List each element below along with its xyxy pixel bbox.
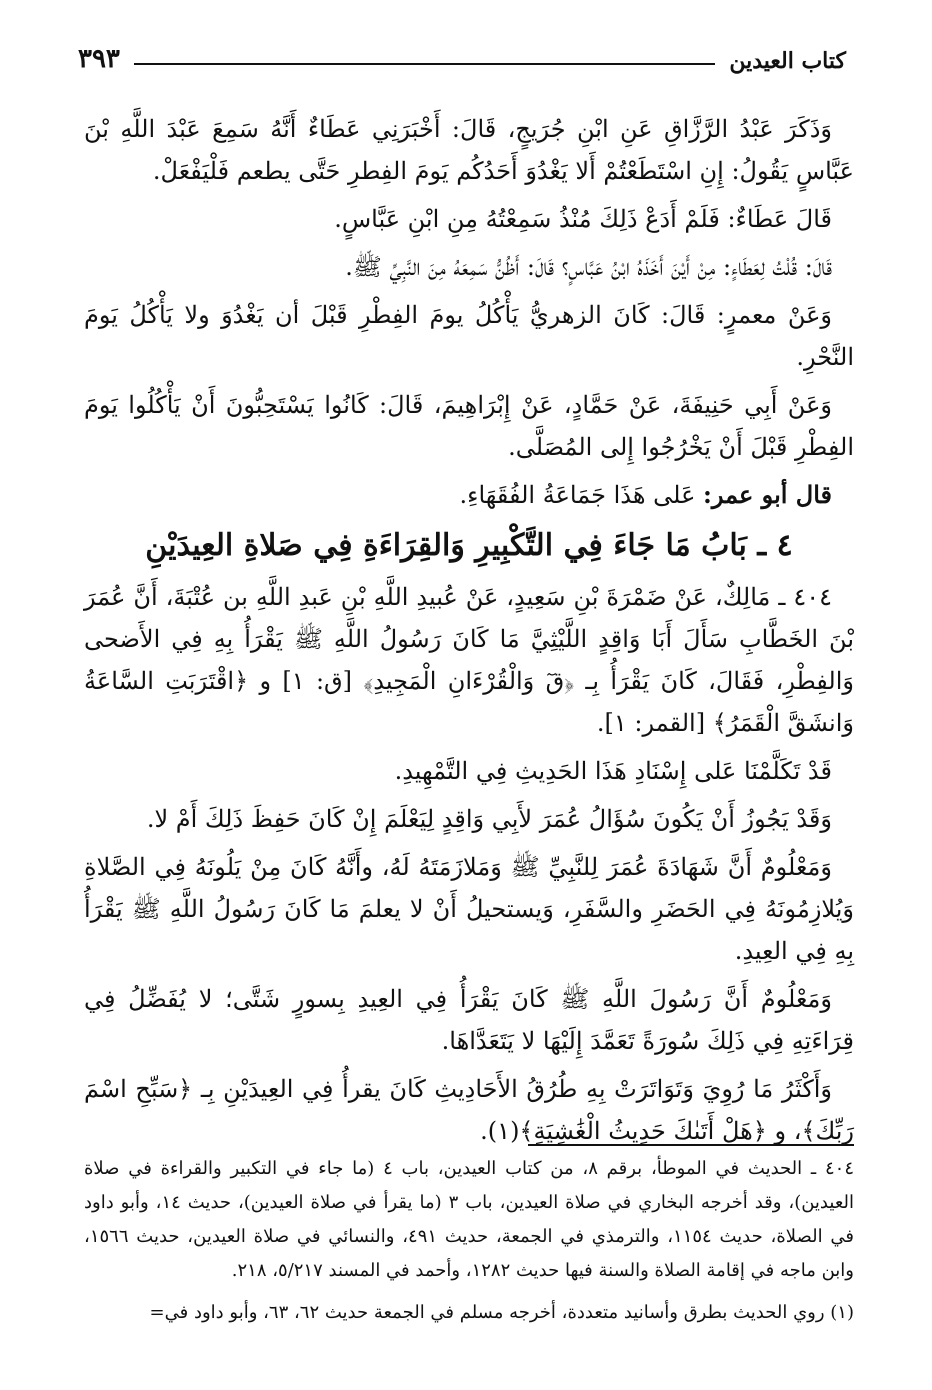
footnote-separator (528, 1144, 854, 1146)
footnote: ٤٠٤ ـ الحديث في الموطأ، برقم ٨، من كتاب العيدين، باب ٤ (ما جاء في التكبير والقراءة في صلاة العيدين)، وقد أخرجه البخاري في صلاة العيدين، باب ٣ (ما يقرأ في صلاة العيدين)، حديث ١٤، وأبو داود في الصلاة، حديث ١١٥٤، والترمذي في الجمعة، حديث ٤٩١، والنسائي في صلاة العيدين، حديث ١٥٦٦، وابن ماجه في إقامة الصلاة والسنة فيها حديث ١٢٨٢، وأحمد في المسند ٥/٢١٧، ٢١٨. (84, 1158, 854, 1281)
paragraph: وَعَنْ أَبِي حَنِيفَةَ، عَنْ حَمَّادٍ، عَنْ إِبْرَاهِيمَ، قَالَ: كَانُوا يَسْتَحِبُّونَ أَنْ يَأْكُلُوا يَومَ الفِطْرِ قَبْلَ أَنْ يَخْرُجُوا إِلى المُصَلَّى. (84, 391, 854, 461)
header-rule (134, 63, 715, 65)
paragraph: وَمَعْلُومٌ أَنَّ رَسُولَ اللَّهِ ﷺ كَانَ يَقْرَأُ فِي العِيدِ بِسورٍ شَتَّى؛ لا يُفَضِّلُ فِي قِرَاءَتِهِ فِي ذَلِكَ سُورَةً تَعَمَّدَ إِلَيْهَا لا يَتَعَدَّاهَا. (84, 985, 854, 1055)
paragraph: وَعَنْ معمرٍ: قَالَ: كَانَ الزهريُّ يَأْكُلُ يومَ الفِطْرِ قَبْلَ أن يَغْدُوَ ولا يَأْكُلُ يَومَ النَّحْرِ. (84, 301, 854, 371)
paragraph-text: عَلى هَذَا جَمَاعَةُ الفُقَهَاءِ. (459, 481, 704, 509)
footnotes (84, 1152, 854, 1330)
paragraph: وَمَعْلُومٌ أَنَّ شَهَادَةَ عُمَرَ لِلنَّبِيِّ ﷺ وَمَلازَمَتَهُ لَهُ، وأَنَّهُ كَانَ مِنْ يَلُونَهُ فِي الصَّلاةِ وَيُلازِمُونَهُ فِي الحَضَرِ والسَّفَرِ، وَيستحيلُ أَنْ لا يعلمَ مَا كَانَ رَسُولُ اللَّهِ ﷺ يَقْرَأُ بِهِ فِي العِيدِ. (84, 853, 854, 965)
running-title: كتاب العيدين (729, 48, 846, 74)
paragraph: وَقَدْ يَجُوزُ أَنْ يَكُونَ سُؤَالُ عُمَرَ لأَبِي وَاقِدٍ لِيَعْلَمَ إِنْ كَانَ حَفِظَ ذَلِكَ أَمْ لا. (146, 805, 832, 833)
paragraph: قَالَ عَطَاءٌ: فَلَمْ أَدَعْ ذَلِكَ مُنْذُ سَمِعْتُهُ مِنِ ابْنِ عَبَّاسٍ. (334, 205, 832, 233)
paragraph: قَالَ: قُلْتُ لِعَطَاءٍ: مِنْ أَيْنَ أَخَذَهُ ابْنُ عَبَّاسٍ؟ قَالَ: أَظُنُّ سَمِعَهُ مِنَ النَّبِيِّ ﷺ. (345, 253, 832, 281)
speaker-label: قال أبو عمر: (703, 480, 832, 509)
chapter-heading: ٤ ـ بَابُ مَا جَاءَ فِي التَّكْبِيرِ وَالقِرَاءَةِ فِي صَلاةِ العِيدَيْنِ (145, 528, 793, 563)
paragraph (84, 474, 854, 516)
hadith-paragraph: ٤٠٤ ـ مَالِكٌ، عَنْ ضَمْرَةَ بْنِ سَعِيدٍ، عَنْ عُبيدِ اللَّهِ بْنِ عَبدِ اللَّهِ بن عُتْبَةَ، أَنَّ عُمَرَ بْنَ الخَطَّابِ سَأَلَ أَبَا وَاقِدٍ اللَّيْثِيَّ مَا كَانَ رَسُولُ اللَّهِ ﷺ يَقْرَأُ بِهِ فِي الأَضحى وَالفِطْرِ، فَقَالَ، كَانَ يَقْرَأُ بِـ ﴿قٓ وَالْقُرْءَانِ الْمَجِيدِ﴾ [ق: ١] و ﴿اقْتَرَبَتِ السَّاعَةُ وَانشَقَّ الْقَمَرُ﴾ [القمر: ١]. (84, 583, 854, 737)
paragraph: قَدْ تَكَلَّمْنَا عَلى إِسْنَادِ هَذَا الحَدِيثِ فِي التَّمْهِيدِ. (394, 757, 832, 785)
page-number: ٣٩٣ (78, 44, 120, 74)
paragraph: وَذَكَرَ عَبْدُ الرَّزَّاقِ عَنِ ابْنِ جُرَيجٍ، قَالَ: أَخْبَرَنِي عَطَاءٌ أَنَّهُ سَمِعَ عَبْدَ اللَّهِ بْنَ عَبَّاسٍ يَقُولُ: إِنِ اسْتَطَعْتُمْ أَلا يَغْدُوَ أَحَدُكُم يَومَ الفِطرِ حَتَّى يطعم فَلْيَفْعَلْ. (84, 115, 854, 185)
paragraph: وَأَكْثَرُ مَا رُوِيَ وَتَوَاتَرَتْ بِهِ طُرُقُ الأَحَادِيثِ كَانَ يقرأُ فِي العِيدَيْنِ بِـ ﴿سَبِّحِ اسْمَ رَبِّكَ﴾، و ﴿هَلْ أَتَىٰكَ حَدِيثُ الْغَٰشِيَةِ﴾(١). (84, 1075, 854, 1145)
main-text (84, 108, 854, 1158)
footnote: (١) روي الحديث بطرق وأسانيد متعددة، أخرجه مسلم في الجمعة حديث ٦٢، ٦٣، وأبو داود في= (149, 1302, 854, 1323)
page-header (78, 34, 846, 74)
